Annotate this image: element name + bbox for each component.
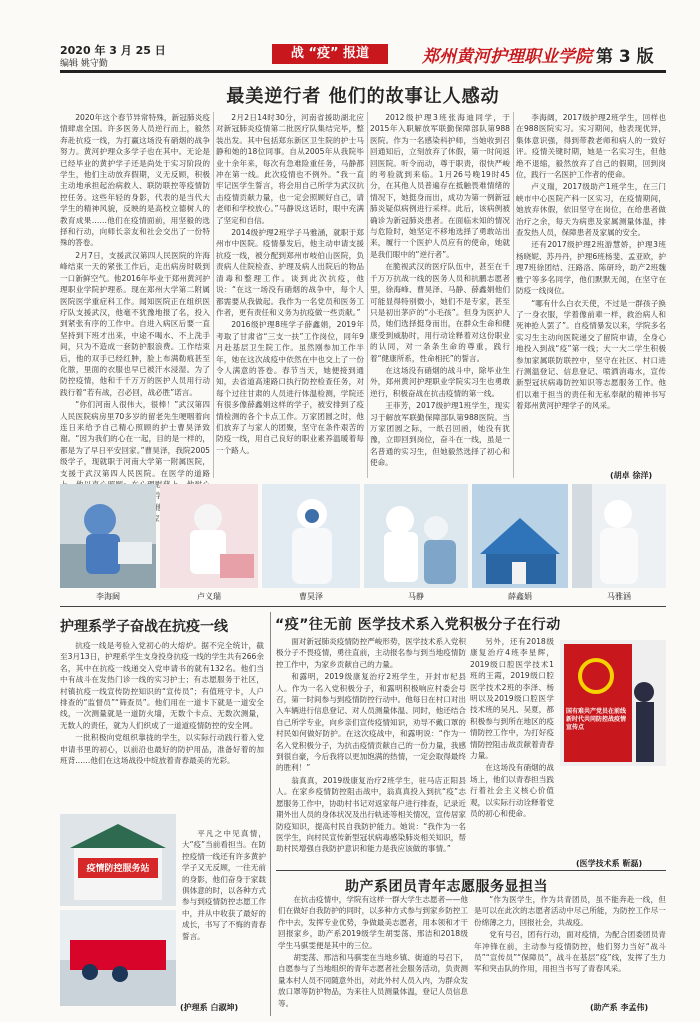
story-paragraph: 翁真真，2019级康复治疗2班学生，驻马店正阳县人。在家乡疫情防控阻击战中，翁真真投入到抗“疫”志愿服务工作中，协助村书记对返家每户进行排查，记录近期外出人员的身体状况及出行轨迹等相关情况，宣传居家防疫知识，提高村民自我防护能力。她说：“我作为一名医学生，向村民宣传新型冠状病毒感染肺炎相关知识，帮助村民增强自我防护意识和能力是我应该做的事情。” [276,775,466,854]
lead-paragraph: 2014级护理2班学子马雅涵，就职于郑州市中医院。疫情暴发后，他主动申请支援抗疫一线，被分配到郑州市岐伯山医院，负责病人住院检查、护理及病人出院后的物品清毒和整理工作。谈到此次抗疫，他说：“在这一场没有硝烟的战争中，每个人都需要从我做起。我作为一名党员和医务工作者，更有责任和义务为抗疫做一些贡献。” [216,228,364,317]
story-paragraph: 面对新冠肺炎疫情防控严峻形势，医学技术系入党积极分子不畏疫情，勇往直前，主动报名参与到当地疫情防控工作中，为家乡贡献自己的力量。 [276,637,466,669]
lead-paragraph: 还有2017级护理2班游慧娇，护理3班杨晓妮、苏丹丹，护理6班杨斐、孟亚欧，护理7班徐团结、汪路洛、陈研玲，助产2班魏雅宁等多名同学，他们默默无闻，在坚守在防疫一线岗位。 [516,240,666,296]
lead-paragraph: 在脆视武汉的医疗队伍中，甚至在千千万万抗战一线的医务人员和抗鹏志愿者里，徐海峰、曹昊泽、马静、薛鑫娟他们可能显得特别微小，她们不是专家，甚至只是初出茅庐的“小毛孩”。但身为医护人员，她们选择挺身而出，在群众生命和健康受到威胁时，用行动诠释着对这份职业的认同，对一条条生命的尊重，践行着“健康所系，性命相托”的誓言。 [370,262,510,363]
story-paragraph: 一批积极向党组织靠拢的学生，以实际行动践行着入党申请书里的初心，以前沿也最好的防护用品，准备好着的加班背……他们在这场战役中绽放着青春最美的光彩。 [60,733,264,766]
left-story-body [60,640,264,810]
photo-li-haikuo [60,484,156,601]
photo-caption: 薛鑫娟 [508,592,532,601]
left-story-title: 护理系学子奋战在抗疫一线 [60,619,228,635]
story-paragraph: 抗疫一线是考验入党初心的大熔炉。据不完全统计，截至3月13日，护理系学生支身投身抗疫一线的学生共有266余名，其中在抗疫一线递交入党申请书的就有132名。他们当中有战斗在发热门诊一线的实习护士；有志愿服务于社区，村镇抗疫一线宣传防控知识的“宣传员”；有值班守卡，人户排查的“监督员”“筛查员”。他们用在一道卡下就是一道安全线，一次测量就是一道防火墙，无数个卡点、无数次测量，无数人的责任，就为人们织成了一道道疫情防控的安全网。 [60,641,264,730]
section-divider [60,606,666,607]
lead-column-2 [216,112,364,478]
photo-caption: 李海阔 [96,592,120,601]
volunteers-image [60,910,176,1006]
column-divider [213,112,214,478]
column-divider [367,112,368,478]
story-paragraph: 和露明，2019级康复治疗2班学生，开封市杞县人。作为一名入党积极分子，和露明积极响应村委会号召，第一时间参与到疫情防控行动中。他每日在村口对出入车辆进行信息登记、对人员测量体温、同时，他还结合自己所学专业，向乡亲们宣传疫情知识，劝导不戴口罩的村民如何做好防护。在这次疫战中，和露明说：“作为一名入党积极分子，为抗击疫情贡献自己的一份力量，我感到很自豪，今后我将以更加饱满的热情，一定会取得最终的胜利！” [276,672,466,773]
lead-paragraph: “哪有什么白衣天使，不过是一群孩子换了一身衣服，学着像前辈一样，救治病人和死神抢人罢了”。自疫情暴发以来，学院多名实习生主动向医院递交了留院申请，全身心地投入到战“疫”第一线；大一大二学生积极参加家属联防联控中，坚守在社区、村口进行测温登记、信息登记、喷洒消毒水，宣传新型冠状病毒防控知识等志愿服务工作。他们以难于担当的责任和无私奉献的精神书写着郑州黄河护理学子的风采。 [516,298,666,411]
masthead [40,42,666,68]
lead-paragraph: 2020年这个春节异常特殊，新冠肺炎疫情肆虐全国。许多医务人员逆行而上，毅然奔赴抗疫一线，为打赢这场没有硝烟的战争努力。黄河护理众多学子也在其中。无论是已经毕业的黄护学子还是尚处于实习阶段的学生，他们主动放弃假期，义无反顾，积极主动地承担起治病救人、联防联控等疫情防控任务。这些年轻的身影，代表的是当代大学生的精神风貌，反映的是高校立德树人的教育成果……他们在疫情面前，用坚毅的选择和行动，向师长亲友和社会交出了一份特殊的答卷。 [60,113,210,248]
story-paragraph: 胡雯荡、邢洁和马骐雯在当地乡镇、街道的号召下，自愿参与了当地组织的青年志愿者社会服务活动，负责测量本村人员不同随意外出，对此外村人员入内，为群众发放口罩等防护物品，为来往人员测量体温，登记人员信息等。 [278,953,468,1008]
lead-paragraph: 2016级护理8班学子薛鑫娟，2019年考取了甘肃省“三支一扶”工作岗位，同年9月赴基层卫生院工作。虽然刚参加工作半年，她在这次战疫中依然在中也交上了一份令人满意的答卷。春节当天，她便接到通知，去省道高速路口执行防控检查任务，对每个过往甘肃的人员进行体温检测，学院还有很多像薛鑫娟这样的学子，被安排到了疫情检测的各个卡点工作。万家团圆之时，他们放弃了与家人的团聚，坚守在条件艰苦的防疫一线，用自己良好的职业素养温暖着每一个路人。 [216,320,364,455]
nurse-photo-image [60,484,156,588]
nurse-photo-image [472,484,568,588]
party-poster-image [560,640,666,766]
party-poster-photo [560,640,666,766]
page-number: 第 3 版 [596,47,654,67]
poster-caption: 国有难共产党员在前线 新时代共同防控战疫情 宣传点 [566,708,627,731]
left-story-byline: (护理系 白淑坤) [180,1003,239,1012]
nurse-photo-image [364,484,468,588]
section-divider [276,870,666,871]
lead-paragraph: 卢义瑞，2017级助产1班学生，在三门峡市中心医院产科一区实习，在疫情期间，她放弃休假，依旧坚守在岗位，在给患者做治疗之余，每天为病患及家属测量体温，排查发热人员，保障患者及家属的安全。 [516,182,666,238]
lead-column-3 [370,112,510,478]
column-divider [270,612,271,1016]
volunteers-photo [60,910,176,1006]
story-paragraph: 党有号召，团有行动，面对疫情，为配合团委团员青年冲锋在前，主动参与疫情防控，他们努力当好“战斗员”“宣传员”“保障员”，战斗在基层“疫”线，发挥了生力军和突击队的作用，用担当书写了青春风采。 [474,930,666,974]
right-story-col-2 [470,636,554,868]
photo-ma-yahan [572,484,666,601]
service-station-image [60,814,176,906]
lead-paragraph: 在这场没有硝烟的战斗中，除毕业生外，郑州黄河护理职业学院实习生也勇敢逆行，积极奋战在抗击疫情的第一线。 [370,365,510,398]
school-logo: 郑州黄河护理职业学院 [422,47,592,67]
story-paragraph: 平凡之中见真情，大“疫”当前看担当。在防控疫情一线还有许多黄护学子又无反顾，一往无前的身影，他们奋身于家载俱体意的时，以各种方式参与到疫情防控志愿工作中，并从中收获了最好的成长，书写了不悔的青春誓言。 [182,829,266,941]
header-rule [60,70,666,73]
story-paragraph: 在抗击疫情中，学院有这样一群大学生志愿者——他们在做好自我防护的同时，以多种方式参与到家乡防控工作中去，发挥专业优势，争做最美志愿者，用本领和才干回报家乡，助产系2019级学生胡雯荡、邢洁和2018级学生马骐雯便是其中的三位。 [278,895,468,950]
lead-paragraph: 2月7日，支援武汉第四人民医院的许海峰结束一天的紧张工作后，走出病房时吸到一口新鲜空气。他2016年毕业于郑州黄河护理职业学院护理系。现在郑州大学第二附属医院医学重症科工作。闻知医院正在组织医疗队支援武汉，他毫不犹豫地报了名，投入到紧张有序的工作中。自进入病区后要一直坚持到下班才出来，中途不喝水、不上洗手间，只为不造成一套防护服浪费。工作结束后，他的双手已经红肿，脸上布满勒痕甚至化脓，里面的衣服也早已被汗水浸湿。为了防控疫情，他和千千万万的医护人员用行动践行着“若有战，召必回，战必胜”诺言。 [60,250,210,397]
left-story-body-2 [182,828,266,1006]
photo-ma-jing [364,484,468,601]
photo-strip [60,484,666,602]
right-story-byline: (医学技术系 靳磊) [576,859,643,868]
nurse-photo-image [572,484,666,588]
photo-xue-xinjuan [472,484,568,601]
lead-paragraph: 王菲芳，2017级护理1班学生，现实习于解放军联勤保障部队第988医院。当万家团圆之际，一纸召回函，她没有犹豫，立即回到岗位，奋斗在一线，虽是一名普通的实习生，但她毅然选择了初心和使命。 [370,401,510,468]
lead-paragraph: 2012级护理3班张海迪同学，于2015年入职解放军联勤保障部队第988医院。作为一名感染科护师，当她收到召回通知后，立刻放弃了休假，第一时间返回医院。听令而动，尊于职责，很快严峻的考验就到来临。1月26号晚19时45分，在其他人员普遍存在抵触畏难情绪的情况下，她挺身而出，成功为第一例新冠肺炎疑似病例进行采样。此后，该病例被确诊为新冠肺炎患者。在面临未知的情况与危险时，她坚定不移地选择了勇敢站出来，履行一个医护人员应有的使命，她就是我们眼中的“逆行者”。 [370,113,510,259]
lead-paragraph: 李海阔，2017级护理2班学生，回样也在988医院实习。实习期间，他表现优异，集体意识强，得到带教老师和病人的一致好评。疫情关键时期，她是一名实习生，但他绝不退缩，毅然放弃了自己的假期，回到岗位，践行一名医护工作者的使命。 [516,113,666,180]
nurse-photo-image [160,484,258,588]
photo-cao-haoze [262,484,360,601]
service-station-photo [60,814,176,906]
photo-caption: 曹昊泽 [299,592,323,601]
right-story-title: “疫”往无前 医学技术系入党积极分子在行动 [275,617,561,633]
lead-headline: 最美逆行者 他们的故事让人感动 [226,86,500,107]
lead-column-4 [516,112,666,466]
section-tag: 战 “疫” 报道 [272,44,388,64]
bottom-story-byline: (助产系 李孟伟) [590,1003,649,1012]
right-story-col-1 [276,636,466,868]
editor-line: 编辑 姚守勤 [60,59,108,69]
lead-column-1 [60,112,210,524]
photo-caption: 卢义瑞 [197,592,221,601]
story-paragraph: 另外，还有2018级康复治疗4班李星辉，2019级口腔医学技术1班的王霞，2019级口腔医学技术2班的李泽、杨明以及2019级口腔医学技术班的吴凡、吴夏，都积极参与到所在地区的疫情防控工作中，为打好疫情防控阻击战贡献着青春力量。 [470,637,554,761]
bottom-story-col-2 [474,894,666,1000]
nurse-photo-image [262,484,360,588]
bottom-story-col-1 [278,894,468,1010]
issue-date: 2020 年 3 月 25 日 [60,44,166,57]
bottom-story-title: 助产系团员青年志愿服务显担当 [345,879,548,895]
service-station-sign: 疫情防控服务站 [86,864,150,874]
lead-paragraph: “你们河南人很伟大，很棒！”武汉第四人民医院病房里70多岁的留老先生哽咽着向连日来给予自己精心照顾的护士曹昊泽致谢。“因为我们的心在一起，目的是一样的，都是为了早日平安回家。”曹昊泽，我院2005级学子，现就职于河南大学第一附属医院，支援于武汉第四人民医院。在医学的道路 慰 科学合 他 家 [60,400,210,524]
lead-byline: (胡卓 徐洋) [610,471,653,480]
photo-caption: 马静 [408,592,424,601]
photo-caption: 马雅涵 [607,592,631,601]
lead-paragraph: 2月2日14时30分，河南省援助湖北应对新冠肺炎疫情第二批医疗队集结完毕，整装出发。其中包括郑东新区卫生院的护士马静和她的18位同事。自从2005年从我院毕业十余年来，每次有急难险重任务，马静都冲在第一线。此次疫情也不例外。“我一直牢记医学生誓言，将会用自己所学为武汉抗击疫情贡献力量，也一定会照顾好自己，请老师和学校放心。”马静说这话时，眼中充满了坚定和自信。 [216,113,364,225]
story-paragraph: 在这场没有硝烟的战场上，他们以青春担当践行着社会主义核心价值观，以实际行动诠释着党员的初心和使命。 [470,763,554,819]
story-paragraph: “作为医学生，作为共青团员，虽不能奔赴一线，但是可以在此次的志愿者活动中尽己所能，为防控工作尽一份绵薄之力，回报社会，共战疫。 [474,895,666,927]
column-divider [513,112,514,478]
photo-lu-yirui [160,484,258,601]
